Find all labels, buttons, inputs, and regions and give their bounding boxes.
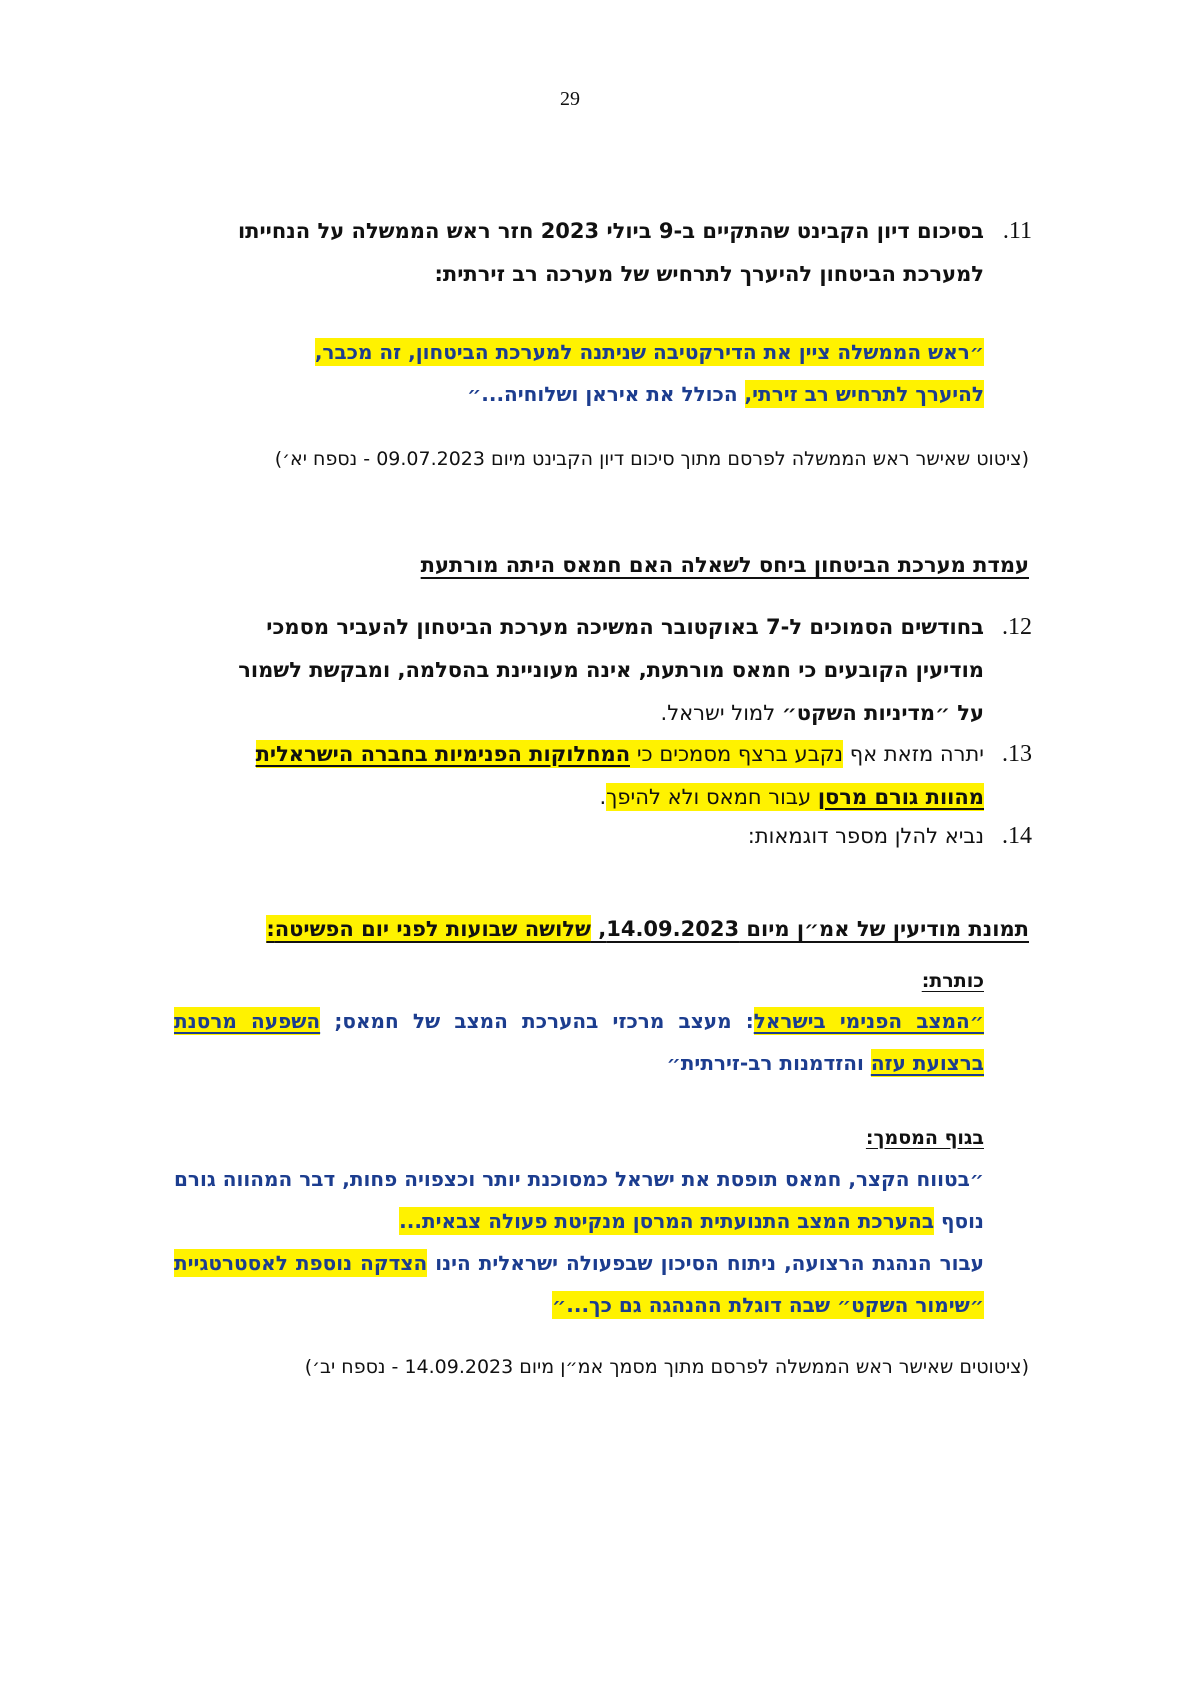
citation-1: (ציטוט שאישר ראש הממשלה לפרסם מתוך סיכום דיון הקבינט מיום 09.07.2023 - נספח יא׳) (274, 448, 1029, 470)
heading-text: : (266, 917, 275, 941)
paragraph-number: 11. (1002, 218, 1032, 244)
quote-highlight: בהערכת המצב התנועתית המרסן מנקיטת פעולה צבאית... (399, 1209, 935, 1233)
paragraph-number: 13. (1002, 741, 1032, 767)
quote-highlight: הצדקה נוספת לאסטרטגיית ״שימור השקט״ שבה דוגלת ההנהגה גם כך...״ (174, 1251, 984, 1317)
paragraph-text: . (599, 785, 607, 809)
paragraph-13 (224, 733, 1032, 819)
heading-text: תמונת מודיעין של אמ״ן מיום 14.09.2023, (590, 917, 1029, 941)
quote-line: ״ראש הממשלה ציין את הדירקטיבה שניתנה למערכת הביטחון, זה מכבר, (314, 340, 984, 364)
paragraph-number: 12. (1002, 614, 1032, 640)
paragraph-text: נביא להלן מספר דוגמאות: (747, 824, 984, 848)
highlighted-text: עבור חמאס ולא להיפך (606, 785, 818, 809)
body-label: בגוף המסמך: (865, 1127, 984, 1149)
section-heading-1: עמדת מערכת הביטחון ביחס לשאלה האם חמאס היתה מורתעת (420, 553, 1029, 577)
paragraph-11 (224, 210, 1032, 296)
page-number: 29 (560, 88, 580, 110)
paragraph-12 (224, 606, 1032, 735)
paragraph-text-bold: בחודשים הסמוכים ל-7 באוקטובר המשיכה מערכת הביטחון להעביר מסמכי מודיעין הקובעים כי חמאס מורתעת, אינה מעוניינת בהסלמה, ומבקשת לשמור על ״מדיניות השקט״ (238, 615, 984, 725)
quote-highlight: להיערך לתרחיש רב זירתי, (744, 382, 984, 406)
quote-block-2 (174, 1000, 984, 1084)
quote-text: ״בטווח הקצר, חמאס תופסת את ישראל כמסוכנת יותר וכצפויה פחות, דבר המהווה גורם נוסף (174, 1167, 984, 1233)
paragraph-text: בסיכום דיון הקבינט שהתקיים ב-9 ביולי 2023 חזר ראש הממשלה על הנחייתו למערכת הביטחון להיערך לתרחיש של מערכה רב זירתית: (237, 219, 984, 286)
quote-highlight: השפעה מרסנת ברצועת עזה (174, 1009, 984, 1075)
quote-block-1 (174, 331, 984, 415)
quote-highlight: ״המצב הפנימי בישראל (753, 1009, 984, 1033)
paragraph-text: יתרה מזאת אף (843, 742, 984, 766)
title-label: כותרת: (921, 970, 984, 992)
quote-block-3 (174, 1158, 984, 1326)
section-heading-2 (149, 917, 1029, 941)
paragraph-number: 14. (1002, 823, 1032, 849)
paragraph-14 (224, 815, 1032, 858)
heading-highlight: שלושה שבועות לפני יום הפשיטה (274, 917, 591, 941)
quote-text: : מעצב מרכזי בהערכת המצב של חמאס; (320, 1009, 754, 1033)
highlighted-text: נקבע ברצף מסמכים כי (630, 742, 844, 766)
quote-text: והזדמנות רב-זירתית״ (666, 1051, 871, 1075)
citation-2: (ציטוטים שאישר ראש הממשלה לפרסם מתוך מסמך אמ״ן מיום 14.09.2023 - נספח יב׳) (304, 1356, 1029, 1378)
quote-text: עבור הנהגת הרצועה, ניתוח הסיכון שבפעולה ישראלית הינו (427, 1251, 985, 1275)
highlighted-bold-text: המחלוקות הפנימיות בחברה הישראלית מהוות גורם מרסן (255, 742, 984, 809)
paragraph-text-plain: למול ישראל. (660, 701, 782, 725)
quote-line: הכולל את איראן ושלוחיה...״ (467, 382, 745, 406)
